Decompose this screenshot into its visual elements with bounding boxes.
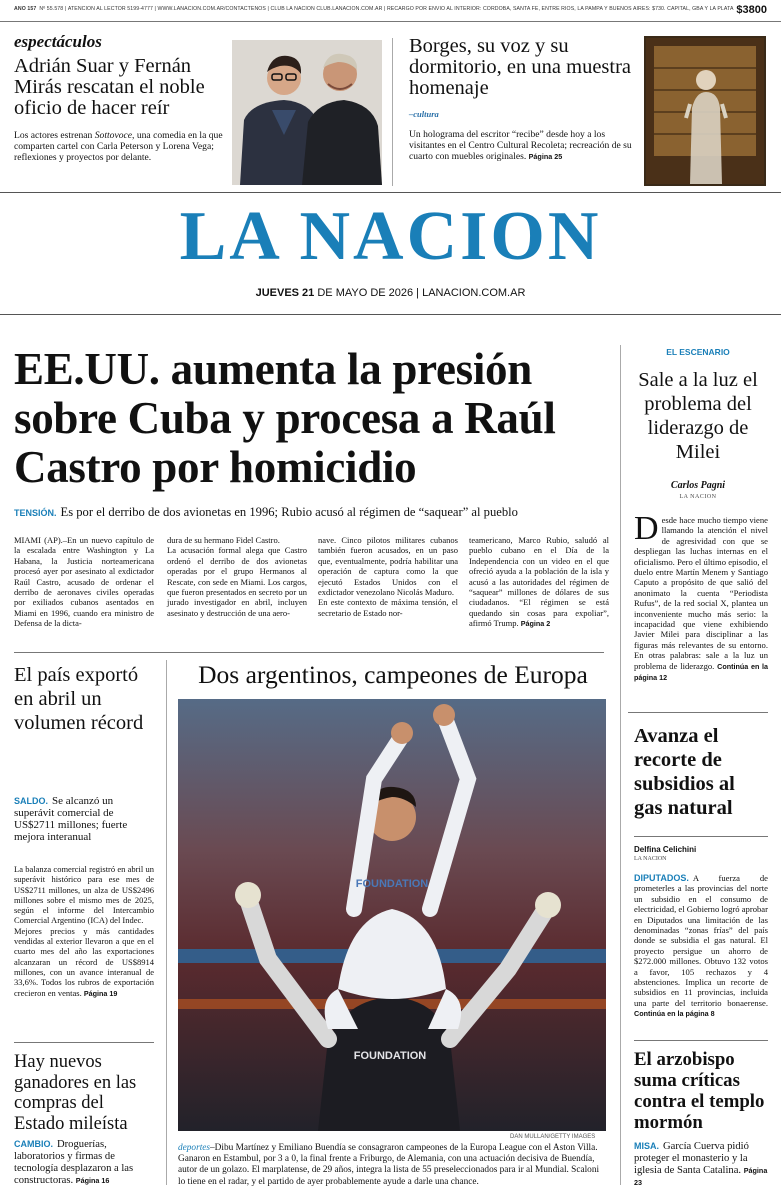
main-headline[interactable]: EE.UU. aumenta la presión sobre Cuba y procesa a Raúl Castro por homicidio <box>14 344 556 492</box>
photo-champions <box>178 699 606 1131</box>
subsidies-title[interactable]: Avanza el recorte de subsidios al gas natural <box>634 725 735 819</box>
photo-borges-hologram <box>644 36 766 186</box>
page-ref: Página 16 <box>75 1176 110 1185</box>
section-kicker-espectaculos: espectáculos <box>14 32 102 51</box>
exports-text: La balanza comercial registró en abril un superávit histórico para ese mes de US$2711 millones, un alza de US$2496 millones sobre el mismo mes de 2025, según el informe del Intercambio Comercial Argentino (ICA) del Indec. Mejores precios y más cantidades vendidas al exterior llevaron a que en el cuarto mes del año las exportaciones alcanzaran un récord de US$8914 millones, con un avance interanual de 33,6%. Todos los rubros de exportación crecieron en ventas. Página 19 <box>14 864 154 998</box>
section-kicker-cultura: –cultura <box>409 109 439 119</box>
page-ref: Página 2 <box>520 619 551 629</box>
club-info: CLUB LA NACION CLUB.LANACION.COM.AR <box>270 6 383 12</box>
main-subtitle: TENSIÓN. Es por el derribo de dos avionetas en 1996; Rubio acusó al régimen de “saquear” al pueblo <box>14 505 518 519</box>
section-kicker-escenario: EL ESCENARIO <box>666 347 730 357</box>
divider <box>0 21 781 22</box>
divider <box>14 1042 154 1043</box>
top-info-strip: AÑO 157 Nº 55.578 | ATENCIÓN AL LECTOR 5199-4777 | WWW.LANACION.COM.AR/CONTACTENOS | CLUB LA NACION CLUB.LANACION.COM.AR | RECARGO POR ENVÍO AL INTERIOR: CÓRDOBA, SANTA FE, ENTRE RÍOS, LA PAMPA Y BUENOS AIRES: $730. CAPITAL, GBA Y LA PLATA <box>14 6 734 12</box>
main-story-col-2: dura de su hermano Fidel Castro. La acusación formal alega que Castro ordenó el derribo de dos avionetas operadas por el grupo Hermanos al Rescate, con sede en Miami. Los cargos, que fueron presentados en secreto por un jurado investigador en abril, incluyen asesinato y destrucción de una aero- <box>167 535 307 618</box>
shirt-sponsor-top: FOUNDATION <box>355 878 429 890</box>
column-divider <box>620 345 621 1185</box>
main-story-col-1: MIAMI (AP).–En un nuevo capítulo de la escalada entre Washington y La Habana, la Justicia norteamericana procesó ayer por asesinato al exdictador Raúl Castro, acusado de ordenar el derribo de aeronaves civiles operadas por exiliados cubanos asentados en Miami en 1996, cuando era ministro de Defensa de la dicta- <box>14 535 154 629</box>
divider <box>0 192 781 193</box>
edition-year: AÑO 157 <box>14 6 37 12</box>
buyers-subtitle: CAMBIO. Droguerías, laboratorios y firmas de tecnología desplazaron a las constructoras. Página 16 <box>14 1139 134 1186</box>
subsidies-author: Delfina Celichini <box>634 845 697 854</box>
edition-number: Nº 55.578 <box>39 6 64 12</box>
divider <box>634 836 768 837</box>
main-story-col-4: teamericano, Marco Rubio, saludó al pueblo cubano en el Día de la Independencia con un video en el que ofreció ayuda a la población de la isla y acusó a las autoridades del régimen de “saquear” millones de dólares de sus ciudadanos. “El régimen se está quedando sin cosas para expoliar”, afirmó Trump. Página 2 <box>469 535 609 629</box>
price: $3800 <box>736 4 767 16</box>
page-ref: Página 19 <box>83 988 118 998</box>
photo-actors <box>232 40 382 185</box>
escenario-title[interactable]: Sale a la luz el problema del liderazgo de Milei <box>638 369 758 463</box>
divider <box>628 712 768 713</box>
hologram-illustration <box>646 38 764 184</box>
dateline: JUEVES 21 DE MAYO DE 2026 | LANACION.COM.AR <box>255 287 526 299</box>
teaser-title-borges[interactable]: Borges, su voz y su dormitorio, en una muestra homenaje <box>409 35 632 99</box>
teaser-text-borges: Un holograma del escritor “recibe” desde hoy a los visitantes en el Centro Cultural Recoleta; recreación de su cuarto con muebles originales. Página 25 <box>409 129 632 162</box>
page-ref: Página 23 <box>634 1166 768 1187</box>
page-ref: Página 25 <box>528 152 563 161</box>
escenario-source: LA NACION <box>679 494 717 500</box>
escenario-author: Carlos Pagni <box>670 480 726 491</box>
buyers-title[interactable]: Hay nuevos ganadores en las compras del Estado mileísta <box>14 1052 137 1134</box>
subsidies-text: DIPUTADOS. A fuerza de prometerles a las provincias del norte un subsidio en el consumo de electricidad, el Gobierno logró aprobar en Diputados una limitación de las denominadas “zonas frías” del país donde se subsidia el gas natural. El proyecto persigue un ahorro de $272.000 millones. Obtuvo 132 votos a favor, 105 rechazos y 4 abstenciones. Implica un recorte de subsidios en 11 provincias, incluida una parte del territorio bonaerense. Continúa en la página 8 <box>634 873 768 1019</box>
divider <box>14 652 604 653</box>
teaser-text-suar-miras: Los actores estrenan Sottovoce, una comedia en la que comparten cartel con Carla Peterson y Lorena Vega; reflexiones y proyectos por delante. <box>14 130 223 163</box>
exports-title[interactable]: El país exportó en abril un volumen récord <box>14 664 144 734</box>
photo-headline[interactable]: Dos argentinos, campeones de Europa <box>198 660 588 689</box>
contact-web: WWW.LANACION.COM.AR/CONTACTENOS <box>157 6 266 12</box>
exports-subtitle: SALDO. Se alcanzó un superávit comercial de US$2711 millones; fuerte mejora interanual <box>14 795 128 843</box>
subsidies-source: LA NACION <box>634 856 667 862</box>
masthead-logo[interactable]: LA NACION <box>179 198 602 275</box>
photo-credit: DAN MULLAN/GETTY IMAGES <box>510 1134 596 1140</box>
teaser-title-suar-miras[interactable]: Adrián Suar y Fernán Mirás rescatan el noble oficio de hacer reír <box>14 55 205 119</box>
actors-illustration <box>232 40 382 185</box>
divider <box>0 314 781 315</box>
page-ref: Continúa en la página 8 <box>634 1009 715 1019</box>
escenario-text: Desde hace mucho tiempo viene llamando la atención el nivel de agresividad con que se despliegan las luchas internas en el oficialismo. Pero el último episodio, el duelo entre Martín Menem y Santiago Caputo a propósito de que salió del anonimato la cuenta “Periodista Rufus”, de la red social X, plantea un inconveniente mucho más serio: la incapacidad que viene exhibiendo Javier Milei para disciplinar a las figuras más relevantes de su entorno. En otras palabras: sale a la luz un problema de liderazgo. Continúa en la página 12 <box>634 510 768 683</box>
page-ref: Continúa en la página 12 <box>634 661 768 683</box>
drop-cap: D <box>634 510 659 547</box>
champions-illustration <box>178 699 606 1131</box>
shirt-sponsor-bottom: FOUNDATION <box>353 1050 427 1062</box>
divider <box>634 1040 768 1041</box>
column-divider <box>166 660 167 1185</box>
photo-caption: deportes–Dibu Martínez y Emiliano Buendía se consagraron campeones de la Europa League con el Aston Villa. Ganaron en Estambul, por 3 a 0, la final frente a Friburgo, de Alemania, con una actuación decisiva de Buendía, autor de un golazo. El marplatense, de 29 años, integra la lista de 55 preseleccionados para ir al Mundial. Scaloni lo tiene en el radar, y el partido de ayer probablemente ayude a darle una chance. <box>178 1143 600 1187</box>
archbishop-subtitle: MISA. García Cuerva pidió proteger el monasterio y la iglesia de Santa Catalina. Página 23 <box>634 1141 768 1187</box>
divider <box>392 38 393 186</box>
main-story-col-3: nave. Cinco pilotos militares cubanos también fueron acusados, en un paso que, eventualmente, podría habilitar una operación de captura como la que ejecutó Estados Unidos con el exdictador venezolano Nicolás Maduro. En este contexto de máxima tensión, el secretario de Estado nor- <box>318 535 458 618</box>
surcharge-info: RECARGO POR ENVÍO AL INTERIOR: CÓRDOBA, SANTA FE, ENTRE RÍOS, LA PAMPA Y BUENOS AIRES: $730. CAPITAL, GBA Y LA PLATA <box>386 6 734 12</box>
reader-service: ATENCIÓN AL LECTOR 5199-4777 <box>67 6 153 12</box>
archbishop-title[interactable]: El arzobispo suma críticas contra el templo mormón <box>634 1049 765 1133</box>
